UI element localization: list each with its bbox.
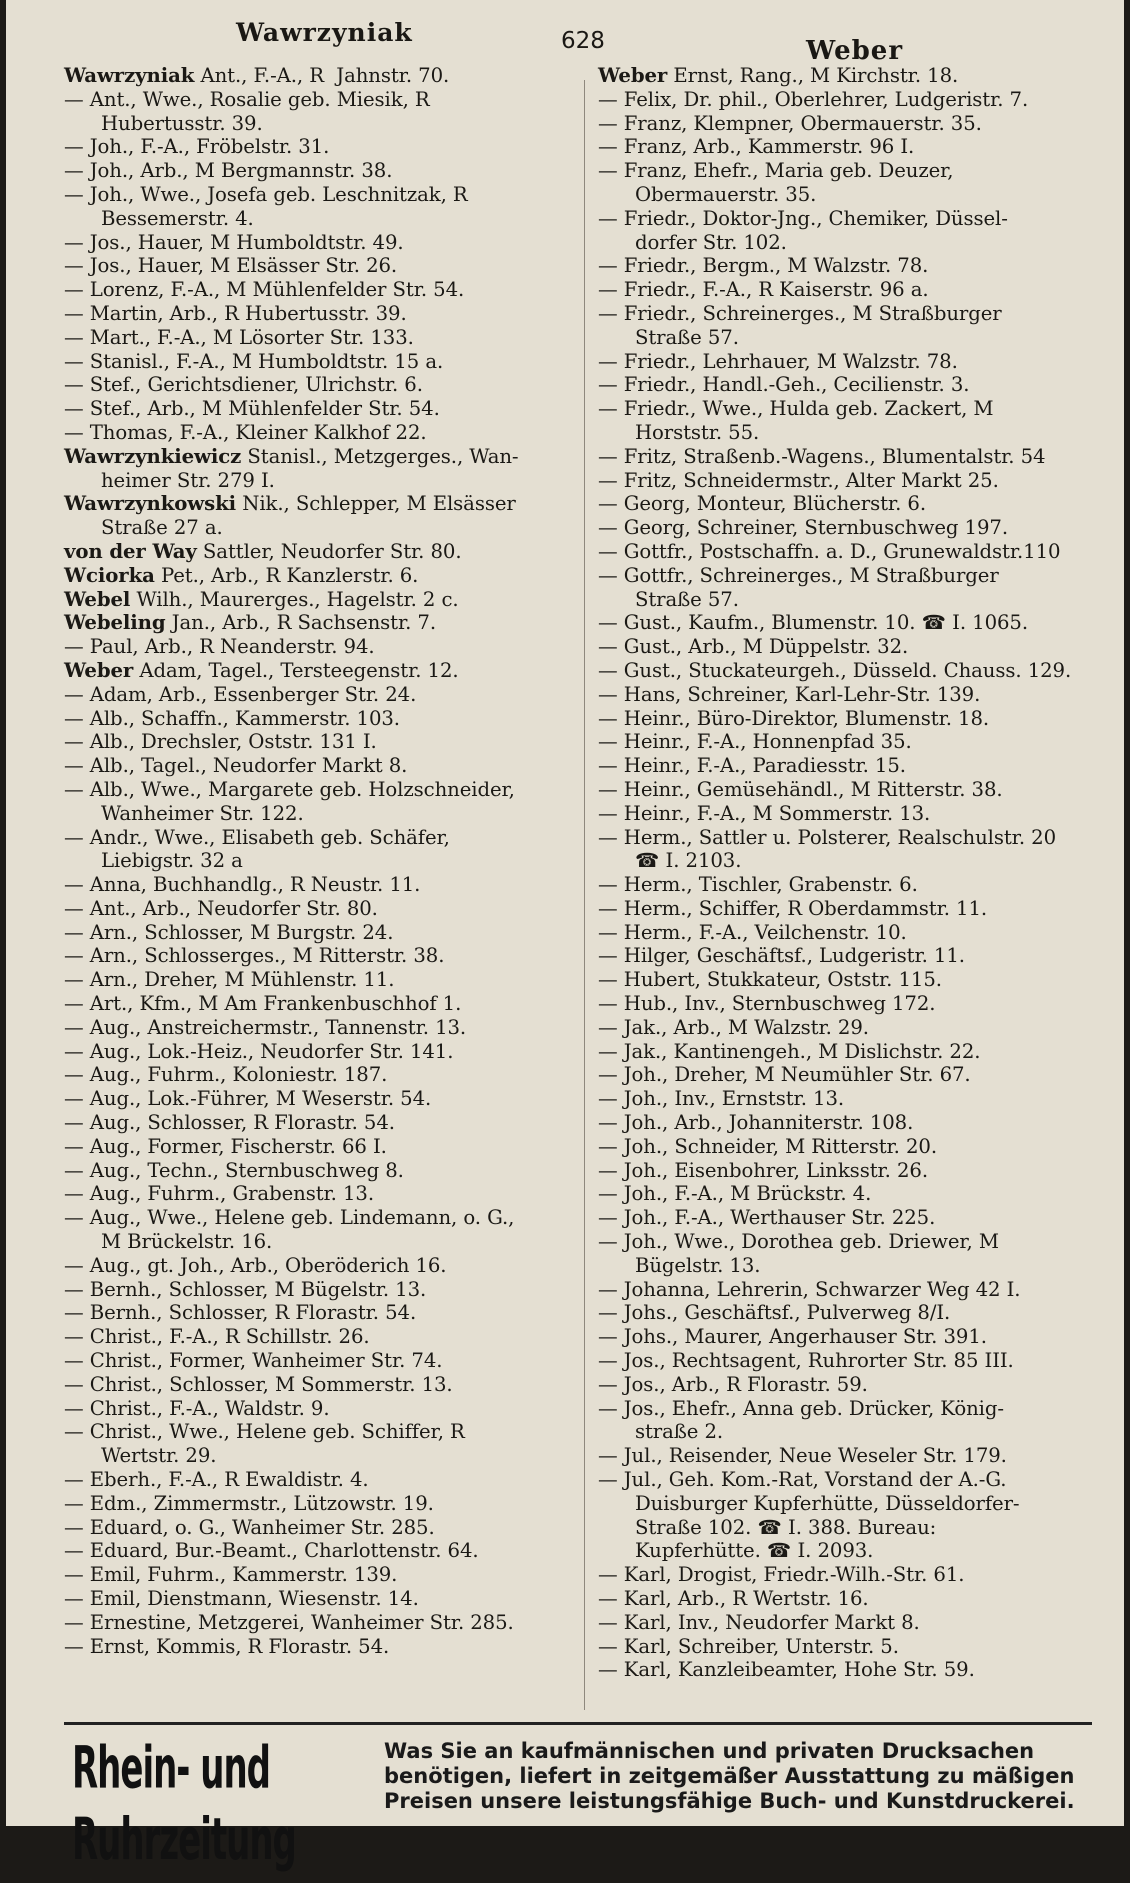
directory-entry: Wertstr. 29. [64, 1444, 217, 1468]
directory-entry: Bessemerstr. 4. [64, 206, 254, 230]
directory-entry: Straße 27 a. [64, 516, 223, 540]
directory-entry: — Gust., Kaufm., Blumenstr. 10. ☎ I. 1065. [598, 611, 1029, 635]
directory-entry: — Gottfr., Postschaffn. a. D., Grunewaldstr.110 [598, 539, 1061, 563]
directory-entry: — Joh., F.-A., M Brückstr. 4. [598, 1182, 872, 1206]
directory-entry: — Joh., Inv., Ernststr. 13. [598, 1087, 845, 1111]
directory-entry: — Jos., Rechtsagent, Ruhrorter Str. 85 III. [598, 1349, 1014, 1373]
advertisement [64, 1722, 1092, 1875]
directory-entry: — Hubert, Stukkateur, Oststr. 115. [598, 968, 942, 992]
directory-entry: — Ernst, Kommis, R Florastr. 54. [64, 1634, 390, 1658]
directory-entry: — Hub., Inv., Sternbuschweg 172. [598, 992, 936, 1016]
directory-entry: — Friedr., Wwe., Hulda geb. Zackert, M [598, 397, 994, 421]
directory-entry: — Felix, Dr. phil., Oberlehrer, Ludgeristr. 7. [598, 87, 1029, 111]
directory-entry: — Friedr., Handl.-Geh., Cecilienstr. 3. [598, 373, 970, 397]
directory-entry: Webel Wilh., Maurerges., Hagelstr. 2 c. [64, 587, 459, 611]
directory-entry: straße 2. [598, 1420, 724, 1444]
directory-entry: — Joh., F.-A., Fröbelstr. 31. [64, 135, 330, 159]
directory-entry: — Alb., Drechsler, Oststr. 131 I. [64, 730, 377, 754]
directory-entry: — Franz, Ehefr., Maria geb. Deuzer, [598, 159, 954, 183]
directory-entry: — Friedr., Schreinerges., M Straßburger [598, 301, 1002, 325]
directory-entry: — Joh., Wwe., Josefa geb. Leschnitzak, R [64, 182, 468, 206]
directory-entry: — Aug., Fuhrm., Grabenstr. 13. [64, 1182, 374, 1206]
directory-entry: — Johs., Maurer, Angerhauser Str. 391. [598, 1325, 987, 1349]
directory-entry: — Stef., Arb., M Mühlenfelder Str. 54. [64, 397, 440, 421]
directory-entry: — Bernh., Schlosser, R Florastr. 54. [64, 1301, 417, 1325]
directory-entry: — Anna, Buchhandlg., R Neustr. 11. [64, 873, 421, 897]
directory-entry: — Karl, Inv., Neudorfer Markt 8. [598, 1610, 920, 1634]
directory-entry: — Joh., Schneider, M Ritterstr. 20. [598, 1134, 937, 1158]
directory-entry: Horststr. 55. [598, 420, 760, 444]
directory-entry: M Brückelstr. 16. [64, 1230, 273, 1254]
ad-text: Was Sie an kaufmännischen und privaten Drucksachen benötigen, liefert in zeitgemäßer Ausstattung zu mäßigen Preisen unsere leistungsfähige Buch- und Kunstdruckerei. [384, 1739, 1075, 1813]
left-column [64, 64, 579, 1712]
directory-entry: Hubertusstr. 39. [64, 111, 263, 135]
directory-entry: — Aug., gt. Joh., Arb., Oberöderich 16. [64, 1253, 447, 1277]
directory-entry: Weber Adam, Tagel., Tersteegenstr. 12. [64, 658, 459, 682]
directory-entry: — Gust., Arb., M Düppelstr. 32. [598, 635, 909, 659]
right-column [598, 64, 1113, 1712]
directory-entry: — Adam, Arb., Essenberger Str. 24. [64, 682, 417, 706]
directory-entry: — Jos., Hauer, M Elsässer Str. 26. [64, 254, 398, 278]
directory-entry: Wawrzyniak Ant., F.-A., R Jahnstr. 70. [64, 64, 450, 87]
directory-entry: Wciorka Pet., Arb., R Kanzlerstr. 6. [64, 563, 419, 587]
directory-entry: — Joh., Eisenbohrer, Linksstr. 26. [598, 1158, 928, 1182]
directory-entry: ☎ I. 2103. [598, 849, 742, 873]
directory-entry: — Eduard, Bur.-Beamt., Charlottenstr. 64. [64, 1539, 479, 1563]
directory-entry: — Aug., Techn., Sternbuschweg 8. [64, 1158, 404, 1182]
directory-entry: — Georg, Schreiner, Sternbuschweg 197. [598, 516, 1008, 540]
directory-entry: — Heinr., F.-A., Honnenpfad 35. [598, 730, 912, 754]
directory-entry: — Alb., Wwe., Margarete geb. Holzschneider, [64, 777, 515, 801]
directory-entry: — Christ., F.-A., R Schillstr. 26. [64, 1325, 370, 1349]
header-left-name: Wawrzyniak [236, 18, 413, 47]
directory-entry: Obermauerstr. 35. [598, 182, 817, 206]
directory-entry: — Aug., Lok.-Heiz., Neudorfer Str. 141. [64, 1039, 454, 1063]
column-divider [584, 80, 585, 1710]
directory-entry: — Aug., Former, Fischerstr. 66 I. [64, 1134, 387, 1158]
directory-entry: — Mart., F.-A., M Lösorter Str. 133. [64, 325, 414, 349]
directory-entry: — Herm., Tischler, Grabenstr. 6. [598, 873, 918, 897]
directory-entry: — Aug., Anstreichermstr., Tannenstr. 13. [64, 1015, 467, 1039]
directory-entry: — Friedr., Bergm., M Walzstr. 78. [598, 254, 929, 278]
directory-entry: Liebigstr. 32 a [64, 849, 243, 873]
directory-entry: — Jul., Reisender, Neue Weseler Str. 179. [598, 1444, 1007, 1468]
directory-entry: — Jul., Geh. Kom.-Rat, Vorstand der A.-G. [598, 1468, 1007, 1492]
directory-entry: — Eberh., F.-A., R Ewaldistr. 4. [64, 1468, 369, 1492]
directory-entry: — Fritz, Straßenb.-Wagens., Blumentalstr. 54 [598, 444, 1046, 468]
directory-entry: — Eduard, o. G., Wanheimer Str. 285. [64, 1515, 435, 1539]
directory-entry: — Karl, Arb., R Wertstr. 16. [598, 1587, 869, 1610]
directory-entry: — Christ., Former, Wanheimer Str. 74. [64, 1349, 443, 1373]
directory-entry: — Lorenz, F.-A., M Mühlenfelder Str. 54. [64, 278, 465, 302]
directory-entry: von der Way Sattler, Neudorfer Str. 80. [64, 539, 462, 563]
directory-entry: — Herm., F.-A., Veilchenstr. 10. [598, 920, 907, 944]
directory-entry: — Georg, Monteur, Blücherstr. 6. [598, 492, 926, 516]
directory-entry: — Gottfr., Schreinerges., M Straßburger [598, 563, 999, 587]
directory-entry: — Johanna, Lehrerin, Schwarzer Weg 42 I. [598, 1277, 1021, 1301]
directory-entry: — Thomas, F.-A., Kleiner Kalkhof 22. [64, 420, 427, 444]
directory-entry: Straße 57. [598, 587, 739, 611]
directory-entry: Wawrzynkiewicz Stanisl., Metzgerges., Wan- [64, 444, 519, 468]
directory-entry: — Franz, Klempner, Obermauerstr. 35. [598, 111, 982, 135]
directory-entry: — Herm., Schiffer, R Oberdammstr. 11. [598, 896, 988, 920]
directory-entry: — Emil, Dienstmann, Wiesenstr. 14. [64, 1587, 419, 1610]
directory-entry: — Aug., Lok.-Führer, M Weserstr. 54. [64, 1087, 432, 1111]
ad-brand: Rhein- und Ruhrzeitung [72, 1734, 296, 1875]
directory-entry: — Fritz, Schneidermstr., Alter Markt 25. [598, 468, 999, 492]
directory-entry: — Stanisl., F.-A., M Humboldtstr. 15 a. [64, 349, 444, 373]
directory-entry: — Martin, Arb., R Hubertusstr. 39. [64, 301, 407, 325]
directory-entry: — Johs., Geschäftsf., Pulverweg 8/I. [598, 1301, 951, 1325]
directory-entry: heimer Str. 279 I. [64, 468, 275, 492]
directory-entry: Straße 102. ☎ I. 388. Bureau: [598, 1515, 937, 1539]
directory-entry: — Aug., Fuhrm., Koloniestr. 187. [64, 1063, 388, 1087]
directory-entry: — Bernh., Schlosser, M Bügelstr. 13. [64, 1277, 427, 1301]
directory-entry: — Arn., Schlosser, M Burgstr. 24. [64, 920, 394, 944]
directory-entry: — Karl, Drogist, Friedr.-Wilh.-Str. 61. [598, 1563, 965, 1587]
directory-entry: — Jak., Arb., M Walzstr. 29. [598, 1015, 869, 1039]
directory-entry: — Friedr., Lehrhauer, M Walzstr. 78. [598, 349, 958, 373]
directory-entry: — Jak., Kantinengeh., M Dislichstr. 22. [598, 1039, 981, 1063]
directory-entry: — Heinr., Gemüsehändl., M Ritterstr. 38. [598, 777, 1003, 801]
directory-entry: — Paul, Arb., R Neanderstr. 94. [64, 635, 375, 659]
directory-entry: — Christ., F.-A., Waldstr. 9. [64, 1396, 330, 1420]
directory-entry: — Franz, Arb., Kammerstr. 96 I. [598, 135, 915, 159]
directory-entry: — Stef., Gerichtsdiener, Ulrichstr. 6. [64, 373, 423, 397]
directory-entry: Wawrzynkowski Nik., Schlepper, M Elsässer [64, 492, 516, 516]
directory-entry: — Jos., Ehefr., Anna geb. Drücker, König- [598, 1396, 1004, 1420]
directory-entry: — Heinr., Büro-Direktor, Blumenstr. 18. [598, 706, 990, 730]
directory-entry: — Ant., Wwe., Rosalie geb. Miesik, R [64, 87, 430, 111]
directory-entry: — Friedr., F.-A., R Kaiserstr. 96 a. [598, 278, 929, 302]
directory-entry: — Gust., Stuckateurgeh., Düsseld. Chauss. 129. [598, 658, 1072, 682]
directory-entry: — Jos., Hauer, M Humboldtstr. 49. [64, 230, 404, 254]
directory-entry: — Joh., Wwe., Dorothea geb. Driewer, M [598, 1230, 999, 1254]
directory-page [6, 0, 1124, 1875]
directory-entry: — Hilger, Geschäftsf., Ludgeristr. 11. [598, 944, 965, 968]
directory-entry: — Joh., Arb., M Bergmannstr. 38. [64, 159, 393, 183]
directory-entry: — Joh., Arb., Johanniterstr. 108. [598, 1111, 914, 1135]
directory-entry: — Joh., Dreher, M Neumühler Str. 67. [598, 1063, 971, 1087]
directory-entry: — Friedr., Doktor-Jng., Chemiker, Düssel- [598, 206, 1008, 230]
directory-entry: — Heinr., F.-A., Paradiesstr. 15. [598, 754, 906, 778]
directory-entry: — Art., Kfm., M Am Frankenbuschhof 1. [64, 992, 462, 1016]
directory-entry: — Arn., Schlosserges., M Ritterstr. 38. [64, 944, 445, 968]
directory-entry: — Joh., F.-A., Werthauser Str. 225. [598, 1206, 936, 1230]
directory-entry: — Alb., Schaffn., Kammerstr. 103. [64, 706, 400, 730]
directory-entry: — Hans, Schreiner, Karl-Lehr-Str. 139. [598, 682, 981, 706]
directory-entry: — Ant., Arb., Neudorfer Str. 80. [64, 896, 378, 920]
directory-entry: Bügelstr. 13. [598, 1253, 761, 1277]
directory-entry: Wanheimer Str. 122. [64, 801, 304, 825]
directory-entry: — Christ., Schlosser, M Sommerstr. 13. [64, 1372, 453, 1396]
directory-entry: — Karl, Schreiber, Unterstr. 5. [598, 1634, 899, 1658]
directory-entry: — Jos., Arb., R Florastr. 59. [598, 1372, 868, 1396]
directory-entry: — Andr., Wwe., Elisabeth geb. Schäfer, [64, 825, 450, 849]
directory-entry: Kupferhütte. ☎ I. 2093. [598, 1539, 874, 1563]
directory-entry: — Karl, Kanzleibeamter, Hohe Str. 59. [598, 1658, 975, 1682]
directory-entry: Straße 57. [598, 325, 739, 349]
directory-entry: — Edm., Zimmermstr., Lützowstr. 19. [64, 1491, 434, 1515]
directory-entry: Webeling Jan., Arb., R Sachsenstr. 7. [64, 611, 437, 635]
directory-entry: — Aug., Wwe., Helene geb. Lindemann, o. G., [64, 1206, 515, 1230]
header-right-name: Weber [806, 36, 904, 66]
page-number: 628 [561, 28, 605, 54]
directory-entry: Duisburger Kupferhütte, Düsseldorfer- [598, 1491, 1020, 1515]
directory-entry: — Arn., Dreher, M Mühlenstr. 11. [64, 968, 395, 992]
directory-entry: dorfer Str. 102. [598, 230, 787, 254]
directory-entry: — Alb., Tagel., Neudorfer Markt 8. [64, 754, 408, 778]
directory-entry: Weber Ernst, Rang., M Kirchstr. 18. [598, 64, 959, 87]
directory-entry: — Heinr., F.-A., M Sommerstr. 13. [598, 801, 931, 825]
directory-entry: — Aug., Schlosser, R Florastr. 54. [64, 1111, 395, 1135]
directory-entry: — Emil, Fuhrm., Kammerstr. 139. [64, 1563, 398, 1587]
directory-entry: — Ernestine, Metzgerei, Wanheimer Str. 285. [64, 1610, 514, 1634]
directory-entry: — Christ., Wwe., Helene geb. Schiffer, R [64, 1420, 465, 1444]
directory-entry: — Herm., Sattler u. Polsterer, Realschulstr. 20 [598, 825, 1056, 849]
